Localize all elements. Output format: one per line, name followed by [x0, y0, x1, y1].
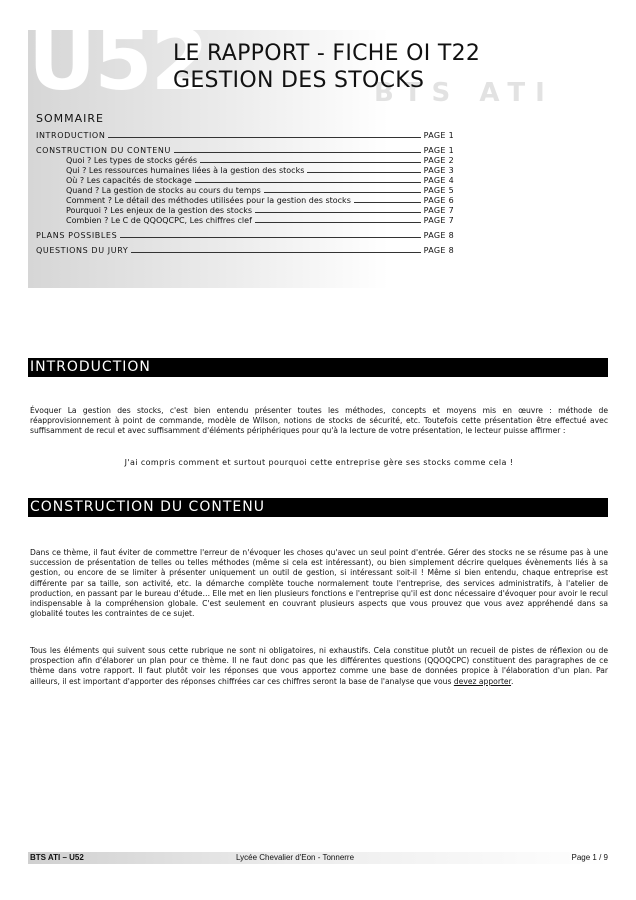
toc-entry-title: Combien ? Le C de QQOQCPC, Les chiffres clef: [66, 216, 252, 225]
toc-leader-line: [108, 137, 420, 138]
toc-entry-title: PLANS POSSIBLES: [36, 231, 118, 240]
toc-entry-page: PAGE 3: [423, 166, 454, 175]
toc-entry[interactable]: [36, 145, 454, 155]
toc-entry[interactable]: [36, 205, 454, 215]
toc-entry[interactable]: [36, 175, 454, 185]
construction-paragraph-1: Dans ce thème, il faut éviter de commettre l'erreur de n'évoquer les choses qu'avec un seul point d'entrée. Gérer des stocks ne se résume pas à une succession de présentation de telles ou telles méthodes (même si cela est intéressant), ou bien simplement décrire quelques évènements liés à sa gestion, ou encore de se limiter à présenter uniquement un outil de gestion, si intéressant soit-il ! Même si bien entendu, chaque entreprise est différente par sa taille, son activité, etc. la démarche complète touche normalement toute l'entreprise, des services administratifs, à l'atelier de production, en passant par le bureau d'étude… Elle met en lien plusieurs fonctions e l'entreprise qu'il est donc nécessaire d'évoquer pour avoir le recul indispensable à la compréhension globale. C'est seulement en couvrant plusieurs aspects que vous prouvez que vous avez appréhendé dans sa globalité toutes les contraintes de ce sujet.: [30, 548, 608, 619]
toc-entry[interactable]: [36, 185, 454, 195]
toc-entry-page: PAGE 1: [423, 131, 454, 140]
toc-entry-page: PAGE 1: [423, 146, 454, 155]
paragraph-2-text: Tous les éléments qui suivent sous cette rubrique ne sont ni obligatoires, ni exhaustifs. Cela constitue plutôt un recueil de pistes de réflexion ou de prospection afin d'élaborer un plan pour ce thème. Il ne faut donc pas que les différentes questions (QQOQCPC) constituent des paragraphes de ce thème dans votre rapport. Il faut plutôt voir les réponses que vous apportez comme une base de données propice à l'élaboration d'un plan. Par ailleurs, il est important d'apporter des réponses chiffrées car ces chiffres seront la base de l'analyse que vous: [30, 646, 608, 686]
toc-heading: SOMMAIRE: [36, 112, 104, 125]
toc-entry-title: Qui ? Les ressources humaines liées à la gestion des stocks: [66, 166, 305, 175]
toc-entry[interactable]: [36, 130, 454, 140]
toc-leader-line: [307, 172, 420, 173]
bts-watermark: BTS ATI: [374, 78, 555, 108]
toc-entry-page: PAGE 5: [423, 186, 454, 195]
toc-entry[interactable]: [36, 245, 454, 255]
toc-entry-page: PAGE 7: [423, 206, 454, 215]
toc-entry-page: PAGE 8: [423, 246, 454, 255]
toc-entry[interactable]: [36, 215, 454, 225]
toc-leader-line: [255, 212, 421, 213]
toc-entry-page: PAGE 2: [423, 156, 454, 165]
toc-entry-page: PAGE 6: [423, 196, 454, 205]
construction-heading: CONSTRUCTION DU CONTENU: [28, 498, 608, 517]
toc-entry[interactable]: [36, 230, 454, 240]
introduction-paragraph: Évoquer La gestion des stocks, c'est bien entendu présenter toutes les méthodes, concepts et moyens mis en œuvre : méthode de réapprovisionnement à point de commande, modèle de Wilson, notions de stocks de sécurité, etc. Toutefois cette présentation être effectué avec suffisamment de recul et avec suffisamment d'éléments périphériques pour qu'à la lecture de votre présentation, le lecteur puisse affirmer :: [30, 406, 608, 436]
toc-leader-line: [131, 252, 420, 253]
toc-leader-line: [354, 202, 421, 203]
toc-entry[interactable]: [36, 165, 454, 175]
footer-left: BTS ATI – U52: [30, 853, 84, 862]
paragraph-2-end: .: [511, 676, 514, 686]
toc-entry-page: PAGE 7: [423, 216, 454, 225]
toc-entry-title: Quoi ? Les types de stocks gérés: [66, 156, 198, 165]
toc-entry-title: Comment ? Le détail des méthodes utilisées pour la gestion des stocks: [66, 196, 351, 205]
toc-leader-line: [195, 182, 421, 183]
toc-leader-line: [264, 192, 421, 193]
unit-code: U52: [28, 11, 208, 109]
toc-leader-line: [200, 162, 421, 163]
construction-paragraph-2: [30, 646, 608, 687]
toc-entry[interactable]: [36, 195, 454, 205]
title-line-1: LE RAPPORT - FICHE OI T22: [173, 41, 481, 66]
underlined-phrase: devez apporter: [453, 676, 512, 686]
toc-entry-title: CONSTRUCTION DU CONTENU: [36, 146, 171, 155]
toc-entry-page: PAGE 8: [423, 231, 454, 240]
toc-entry[interactable]: [36, 155, 454, 165]
toc-entry-title: INTRODUCTION: [36, 131, 106, 140]
toc-leader-line: [255, 222, 421, 223]
toc-leader-line: [174, 152, 421, 153]
footer-page-number: Page 1 / 9: [571, 853, 608, 862]
toc-entry-title: QUESTIONS DU JURY: [36, 246, 129, 255]
toc-entry-title: Quand ? La gestion de stocks au cours du temps: [66, 186, 261, 195]
table-of-contents: [36, 130, 454, 255]
introduction-heading: INTRODUCTION: [28, 358, 608, 377]
footer-center: Lycée Chevalier d'Eon - Tonnerre: [236, 853, 355, 862]
toc-leader-line: [120, 237, 420, 238]
toc-entry-title: Pourquoi ? Les enjeux de la gestion des stocks: [66, 206, 253, 215]
title-line-2: GESTION DES STOCKS: [173, 68, 425, 93]
introduction-quote: J'ai compris comment et surtout pourquoi cette entreprise gère ses stocks comme cela !: [124, 458, 514, 467]
page-footer: [28, 852, 610, 864]
toc-entry-page: PAGE 4: [423, 176, 454, 185]
toc-entry-title: Où ? Les capacités de stockage: [66, 176, 192, 185]
document-title: [173, 40, 480, 94]
